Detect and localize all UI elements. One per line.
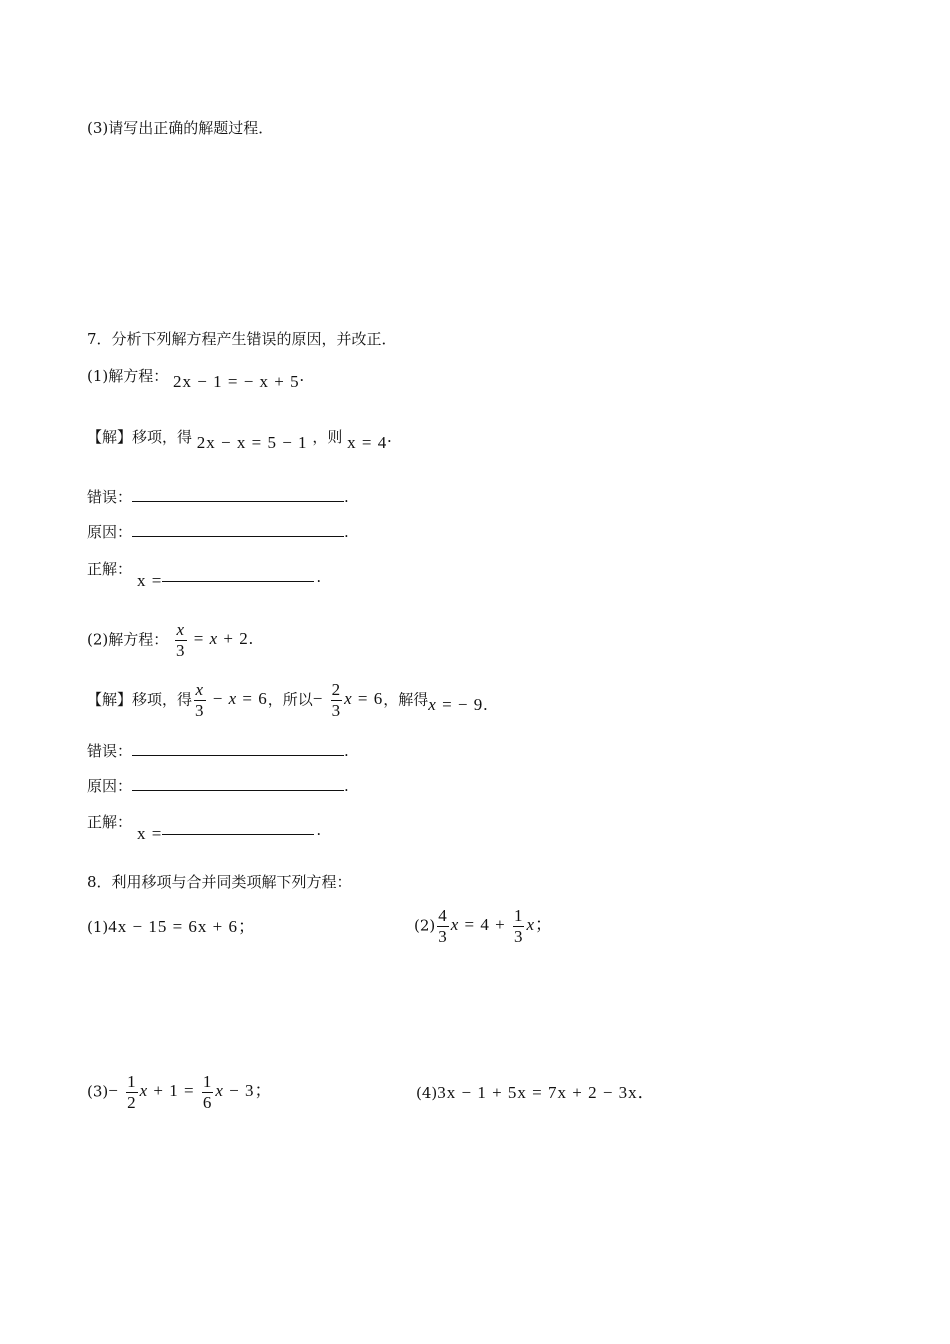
q7-p1-reason-label: 原因： <box>87 523 133 541</box>
q7-p2-sol-mid: ，所以 <box>267 690 313 709</box>
q7-p2-fix-label: 正解： <box>87 813 133 831</box>
q7-p1-solution: 【解】移项，得 2x − x = 5 − 1 ，则 x = 4. <box>87 427 393 452</box>
q7-p2-label: (2)解方程： <box>87 630 169 649</box>
q7-p2-error-blank[interactable] <box>132 741 344 756</box>
q8-item-2-label: (2) <box>414 916 436 935</box>
q8-item-4-label: (4) <box>416 1084 438 1102</box>
q7-p1-sol-eq1: 2x − x = 5 − 1 <box>196 433 308 452</box>
q8-item-4 <box>416 1082 656 1104</box>
q7-p2-sol-eq1: $\frac{x}{3}$ − x = 6 <box>195 680 268 720</box>
q7-p2-error-row: 错误： . <box>87 742 349 760</box>
q6-part3: (3)请写出正确的解题过程． <box>87 119 274 137</box>
q8-item-3 <box>87 1072 272 1113</box>
q7-p2-fix-var: x = <box>137 824 163 843</box>
q7-p2-reason-row: 原因： . <box>87 777 349 795</box>
q8-item-2-eq: $\frac{4}{3}$ x = 4 + $\frac{1}{3}$ x； <box>438 906 554 946</box>
q7-p1-error-label: 错误： <box>87 488 133 506</box>
q8-item-1-eq: 4x − 15 = 6x + 6； <box>108 917 257 936</box>
q8-item-4-eq: 3x − 1 + 5x = 7x + 2 − 3x． <box>437 1083 656 1102</box>
q7-p2-reason-label: 原因： <box>87 777 133 795</box>
q7-p1-sol-prefix: 【解】移项，得 <box>87 428 193 446</box>
q7-p2-sol-eq3: x = − 9. <box>428 695 489 715</box>
q7-p1-eq: 2x − 1 = − x + 5 <box>173 372 300 391</box>
q8-title: 8．利用移项与合并同类项解下列方程： <box>87 873 352 891</box>
q7-p2-reason-blank[interactable] <box>132 776 344 791</box>
q7-p2-eq: $\frac{x}{3}$ = x + 2. <box>176 620 255 660</box>
q7-p1-sol-mid: ，则 <box>312 428 343 446</box>
q7-p1-error-blank[interactable] <box>132 487 344 502</box>
q7-p2-solution <box>87 680 489 721</box>
q7-p2-fix-blank[interactable] <box>162 820 314 835</box>
q7-p1-label: (1)解方程： <box>87 367 169 385</box>
q7-p2-sol-eq2: − $\frac{2}{3}$ x = 6 <box>312 680 384 720</box>
q7-p2-equation <box>87 620 254 661</box>
q8-item-1-label: (1) <box>87 918 109 936</box>
q7-p1-fix-label: 正解： <box>87 560 133 578</box>
q7-p1-error-row: 错误： . <box>87 488 349 506</box>
q7-p2-sol-prefix: 【解】移项，得 <box>87 690 193 709</box>
q7-p1-fix-row: 正解： x = . <box>87 560 322 590</box>
q8-item-3-label: (3) <box>87 1082 109 1101</box>
q7-p1-fix-var: x = <box>137 571 163 590</box>
q8-item-1 <box>87 916 256 938</box>
q8-item-3-eq: − $\frac{1}{2}$ x + 1 = $\frac{1}{6}$ x − 3； <box>108 1072 273 1112</box>
q8-item-2 <box>414 906 553 947</box>
q7-p1-reason-row: 原因： . <box>87 523 349 541</box>
q7-p1-reason-blank[interactable] <box>132 522 344 537</box>
q7-p1-equation: (1)解方程： 2x − 1 = − x + 5. <box>87 366 305 391</box>
q7-p2-fix-row: 正解： x = . <box>87 813 322 843</box>
q7-p1-sol-eq2: x = 4 <box>347 433 388 452</box>
q7-p2-sol-mid2: ，解得 <box>383 690 429 709</box>
q7-p1-fix-blank[interactable] <box>162 567 314 582</box>
q7-title: 7．分析下列解方程产生错误的原因，并改正． <box>87 330 397 348</box>
q7-p2-error-label: 错误： <box>87 742 133 760</box>
